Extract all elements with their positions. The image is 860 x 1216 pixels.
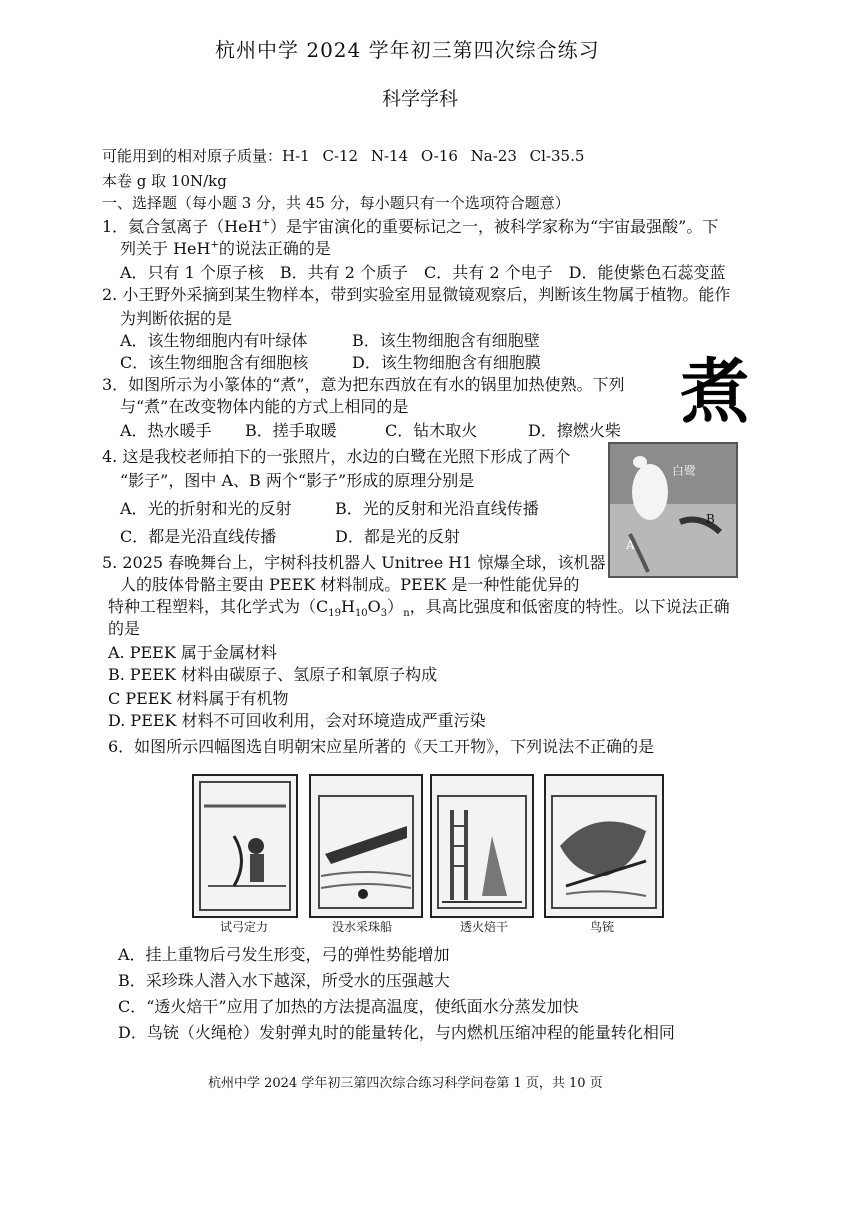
q5-sub4: n bbox=[403, 608, 410, 620]
illustration-bow-test bbox=[192, 774, 298, 918]
q5-formula-e: ，具高比强度和低密度的特性。以下说法正确 bbox=[409, 597, 730, 616]
caption-pearl-boat: 没水采珠船 bbox=[332, 920, 393, 934]
q1-text-c: 列关于 HeH bbox=[120, 239, 211, 258]
q1-line2 bbox=[120, 236, 331, 259]
q4-line1: 4. 这是我校老师拍下的一张照片，水边的白鹭在光照下形成了两个 bbox=[102, 447, 571, 466]
q5-line2: 人的肢体骨骼主要由 PEEK 材料制成。PEEK 是一种性能优异的 bbox=[120, 575, 580, 594]
q6-option-b: B．采珍珠人潜入水下越深，所受水的压强越大 bbox=[118, 971, 450, 990]
illustration-musket bbox=[544, 774, 664, 918]
q5-formula-c: O bbox=[367, 597, 381, 616]
photo-label-b: B bbox=[706, 512, 715, 526]
q5-option-c: C PEEK 材料属于有机物 bbox=[108, 689, 289, 708]
q5-line3 bbox=[108, 594, 730, 619]
q5-option-a: A. PEEK 属于金属材料 bbox=[108, 643, 277, 662]
seal-script-glyph: 煮 bbox=[680, 350, 750, 433]
q6-option-d: D．鸟铳（火绳枪）发射弹丸时的能量转化，与内燃机压缩冲程的能量转化相同 bbox=[118, 1023, 675, 1042]
q3-option-a: A．热水暖手 bbox=[120, 421, 212, 440]
q1-line1 bbox=[102, 214, 718, 237]
bow-test-art bbox=[194, 776, 296, 916]
q4-option-c: C．都是光沿直线传播 bbox=[120, 527, 277, 546]
q2-line2: 为判断依据的是 bbox=[120, 309, 233, 328]
q1-text-b: ）是宇宙演化的重要标记之一，被科学家称为“宇宙最强酸”。下 bbox=[269, 217, 719, 236]
q5-sub1: 19 bbox=[328, 608, 341, 620]
q3-option-d: D．擦燃火柴 bbox=[528, 421, 621, 440]
q5-option-b: B. PEEK 材料由碳原子、氢原子和氧原子构成 bbox=[108, 665, 438, 684]
fire-drying-art bbox=[432, 776, 532, 916]
q4-option-d: D．都是光的反射 bbox=[335, 527, 460, 546]
q5-sub2: 10 bbox=[354, 608, 368, 620]
caption-bow-test: 试弓定力 bbox=[220, 920, 269, 934]
page-title: 杭州中学 2024 学年初三第四次综合练习 bbox=[215, 38, 600, 62]
q5-sub3: 3 bbox=[380, 608, 388, 620]
q2-line1: 2. 小王野外采摘到某生物样本，带到实验室用显微镜观察后，判断该生物属于植物。能作 bbox=[102, 285, 731, 304]
illustration-fire-drying bbox=[430, 774, 534, 918]
q2-option-c: C．该生物细胞含有细胞核 bbox=[120, 353, 309, 372]
photo-label-egret: 白鹭 bbox=[672, 464, 697, 478]
section-heading: 一、选择题（每小题 3 分，共 45 分，每小题只有一个选项符合题意） bbox=[102, 194, 570, 212]
q1-text-d: 的说法正确的是 bbox=[218, 239, 331, 258]
q5-line1: 5. 2025 春晚舞台上，宇树科技机器人 Unitree H1 惊爆全球，该机器 bbox=[102, 553, 606, 572]
q3-option-c: C．钻木取火 bbox=[385, 421, 478, 440]
q6-line1: 6．如图所示四幅图选自明朝宋应星所著的《天工开物》，下列说法不正确的是 bbox=[108, 737, 655, 756]
q3-line2: 与“煮”在改变物体内能的方式上相同的是 bbox=[120, 397, 409, 416]
q2-option-b: B．该生物细胞含有细胞壁 bbox=[352, 331, 540, 350]
q1-sup: + bbox=[261, 217, 270, 229]
q5-line4: 的是 bbox=[108, 619, 141, 638]
page-footer: 杭州中学 2024 学年初三第四次综合练习科学问卷第 1 页，共 10 页 bbox=[208, 1076, 603, 1091]
photo-label-a: A bbox=[626, 538, 635, 552]
musket-art bbox=[546, 776, 662, 916]
egret-photo bbox=[608, 442, 738, 578]
caption-musket: 鸟铳 bbox=[590, 920, 615, 934]
caption-fire-drying: 透火焙干 bbox=[460, 920, 509, 934]
q4-option-b: B．光的反射和光沿直线传播 bbox=[335, 499, 539, 518]
illustration-pearl-boat bbox=[309, 774, 423, 918]
q2-option-a: A．该生物细胞内有叶绿体 bbox=[120, 331, 308, 350]
pearl-boat-art bbox=[311, 776, 421, 916]
q6-option-a: A．挂上重物后弓发生形变，弓的弹性势能增加 bbox=[118, 945, 450, 964]
q6-option-c: C．“透火焙干”应用了加热的方法提高温度，使纸面水分蒸发加快 bbox=[118, 997, 579, 1016]
gravity-note: 本卷 g 取 10N/kg bbox=[102, 172, 227, 190]
q1-text-a: 1．氦合氢离子（HeH bbox=[102, 217, 262, 236]
q1-sup2: + bbox=[210, 239, 219, 251]
q5-option-d: D. PEEK 材料不可回收利用，会对环境造成严重污染 bbox=[108, 711, 486, 730]
q4-option-a: A．光的折射和光的反射 bbox=[120, 499, 292, 518]
q3-option-b: B．搓手取暖 bbox=[245, 421, 337, 440]
q1-options: A．只有 1 个原子核 B．共有 2 个质子 C．共有 2 个电子 D．能使紫色石蕊变蓝 bbox=[120, 263, 726, 282]
subject-title: 科学学科 bbox=[382, 88, 459, 110]
atomic-masses: 可能用到的相对原子质量：H-1 C-12 N-14 O-16 Na-23 Cl-35.5 bbox=[102, 147, 585, 165]
q5-formula-b: H bbox=[340, 597, 355, 616]
q5-formula-a: 特种工程塑料，其化学式为（C bbox=[108, 597, 329, 616]
q3-line1: 3．如图所示为小篆体的“煮”，意为把东西放在有水的锅里加热使熟。下列 bbox=[102, 375, 625, 394]
q2-option-d: D．该生物细胞含有细胞膜 bbox=[352, 353, 541, 372]
q4-line2: “影子”，图中 A、B 两个“影子”形成的原理分别是 bbox=[120, 471, 475, 490]
q5-formula-d: ） bbox=[387, 597, 404, 616]
